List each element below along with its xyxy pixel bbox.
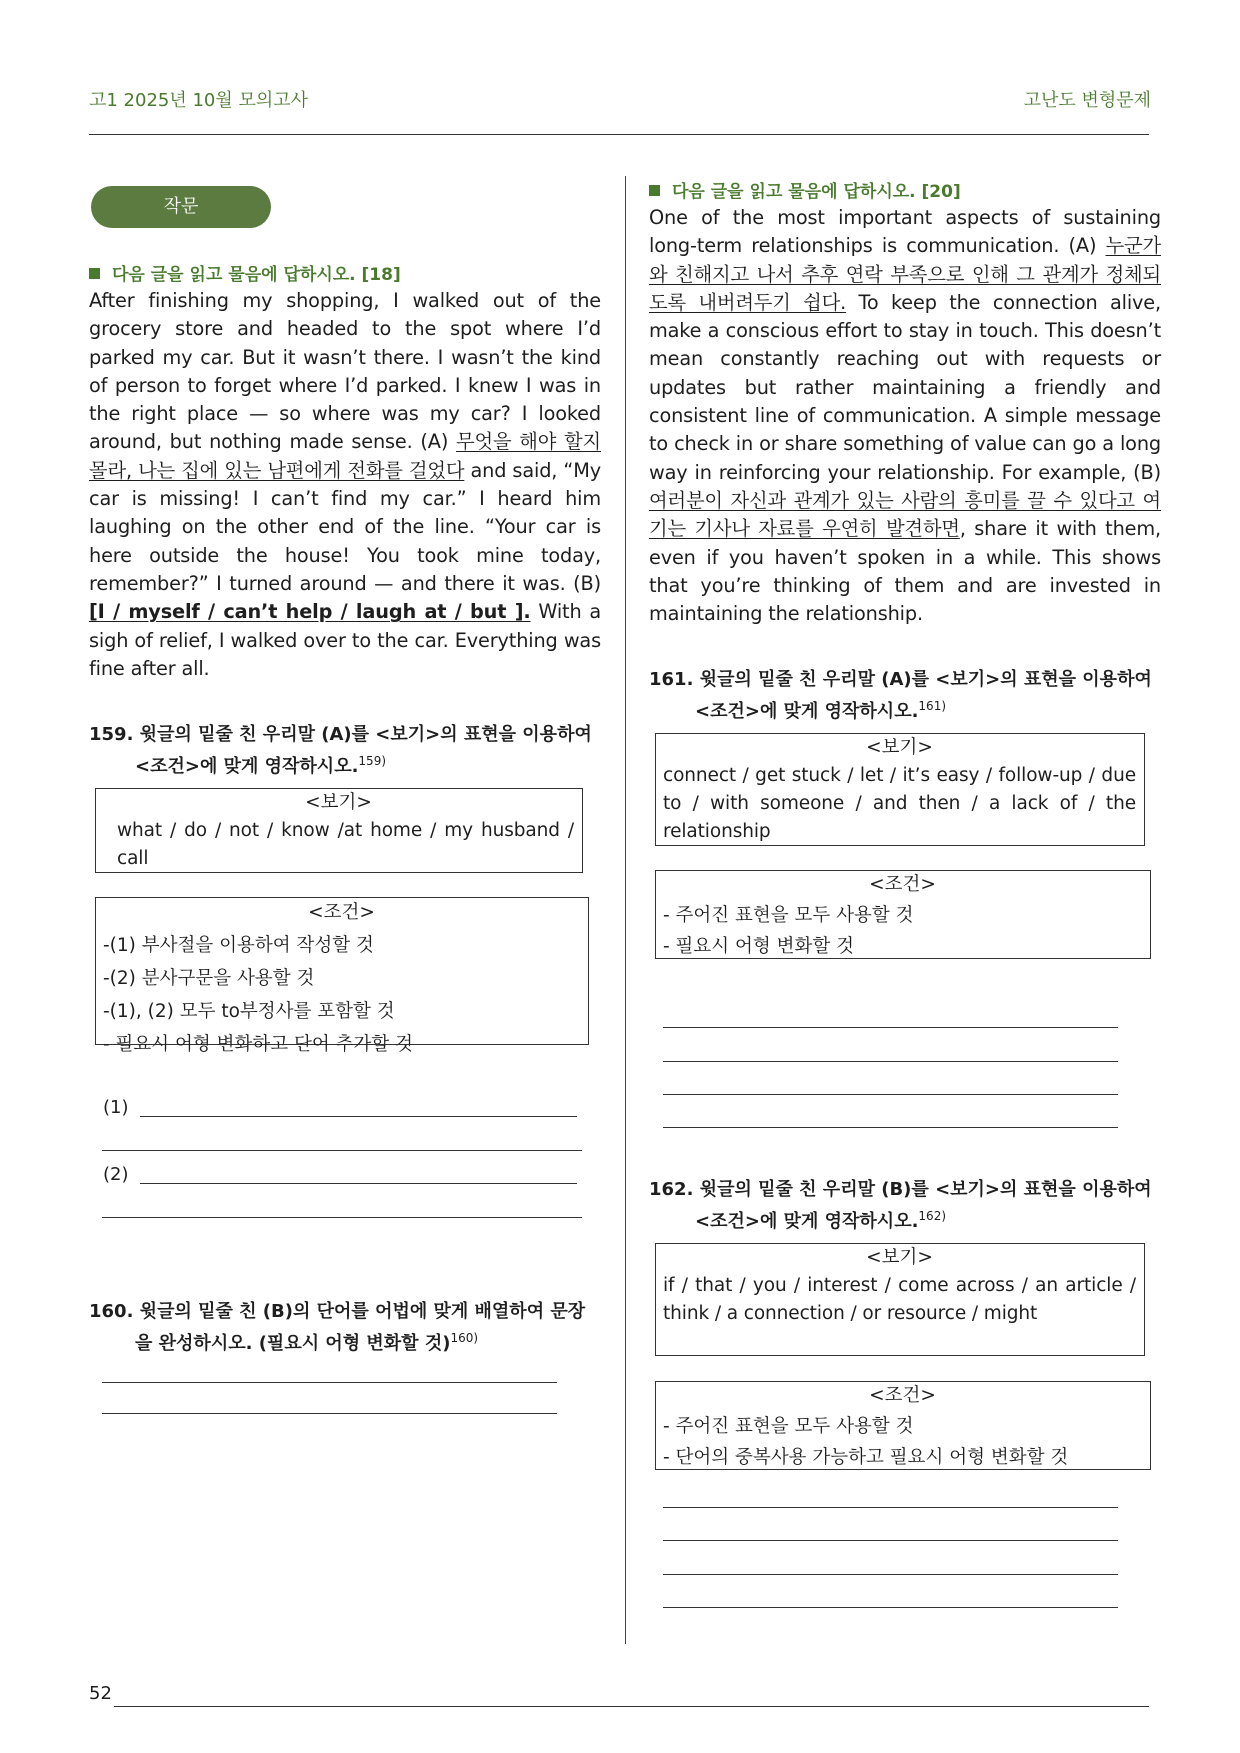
question-159-footnote: 159): [358, 754, 387, 768]
q159-answer-label-2: (2): [103, 1164, 129, 1185]
question-160-footnote: 160): [450, 1331, 479, 1345]
q159-condition-4: - 필요시 어형 변화하고 단어 추가할 것: [103, 1034, 414, 1055]
left-passage-part1: After finishing my shopping, I walked out of the grocery store and headed to the spot where I’d parked my car. But it wasn’t there. I wasn’t the kind of person to forget where I’d parked. I knew I was in the right place — so where was my car? I looked around, but nothing made sense. (A): [89, 289, 601, 454]
square-bullet-icon: [649, 185, 660, 196]
q159-bogi-title: <보기>: [305, 792, 372, 813]
q159-condition-1: -(1) 부사절을 이용하여 작성할 것: [103, 935, 374, 956]
question-160-line1: 160. 윗글의 밑줄 친 (B)의 단어를 어법에 맞게 배열하여 문장: [89, 1301, 586, 1322]
question-161-title: [649, 667, 1161, 725]
q161-bogi-box: [655, 733, 1145, 846]
right-passage: [649, 204, 1161, 628]
left-passage: [89, 287, 601, 683]
column-divider: [625, 176, 626, 1644]
q159-answer-line[interactable]: [102, 1150, 582, 1151]
question-161-line1: 161. 윗글의 밑줄 친 우리말 (A)를 <보기>의 표현을 이용하여: [649, 669, 1152, 690]
q162-answer-line[interactable]: [663, 1540, 1118, 1541]
right-passage-part1: One of the most important aspects of sustaining long-term relationships is communication. (A): [649, 206, 1161, 258]
q159-condition-title: <조건>: [308, 902, 375, 923]
q162-condition-2: - 단어의 중복사용 가능하고 필요시 어형 변화할 것: [663, 1447, 1069, 1468]
header-exam-title: 고1 2025년 10월 모의고사: [89, 90, 309, 111]
q159-answer-line[interactable]: [140, 1116, 577, 1117]
q162-condition-box: [655, 1381, 1151, 1470]
q159-answer-line[interactable]: [102, 1217, 582, 1218]
right-passage-part2: To keep the connection alive, make a conscious effort to stay in touch. This doesn’t mean constantly reaching out with requests or updates but rather maintaining a friendly and consistent line of communication. A simple message to check in or share something of value can go a long way in reinforcing your relationship. For example, (B): [649, 290, 1162, 484]
question-162-line2: <조건>에 맞게 영작하시오.: [695, 1211, 919, 1232]
q161-condition-box: [655, 870, 1151, 959]
right-passage-underlined-a: 누군가와 친해지고 나서 추후 연락 부족으로 인해 그 관계가 정체되도록 내버려두기 쉽다.: [649, 234, 1161, 314]
question-162-line1: 162. 윗글의 밑줄 친 우리말 (B)를 <보기>의 표현을 이용하여: [649, 1179, 1152, 1200]
q159-condition-3: -(1), (2) 모두 to부정사를 포함할 것: [103, 1001, 395, 1022]
question-161-footnote: 161): [918, 699, 947, 713]
q161-condition-1: - 주어진 표현을 모두 사용할 것: [663, 905, 914, 926]
question-161-line2: <조건>에 맞게 영작하시오.: [695, 701, 919, 722]
q159-answer-label-1: (1): [103, 1097, 129, 1118]
left-passage-part3: With a sigh of relief, I walked over to the car. Everything was fine after all.: [89, 600, 601, 680]
section-badge: 작문: [91, 186, 271, 228]
q161-condition-title: <조건>: [869, 874, 936, 895]
q162-bogi-box: [655, 1243, 1145, 1356]
q162-condition-title: <조건>: [869, 1385, 936, 1406]
q162-answer-line[interactable]: [663, 1607, 1118, 1608]
square-bullet-icon: [89, 268, 100, 279]
left-passage-underlined-a: 무엇을 해야 할지 몰라, 나는 집에 있는 남편에게 전화를 걸었다: [89, 430, 602, 482]
q161-condition-2: - 필요시 어형 변화할 것: [663, 936, 855, 957]
question-162-footnote: 162): [918, 1209, 947, 1223]
q159-condition-2: -(2) 분사구문을 사용할 것: [103, 968, 315, 989]
left-instruction-text: 다음 글을 읽고 물음에 답하시오. [18]: [112, 265, 401, 285]
q161-bogi-words: connect / get stuck / let / it’s easy / follow-up / due to / with someone / and then / a lack of / the relationship: [663, 765, 1136, 842]
right-instruction-text: 다음 글을 읽고 물음에 답하시오. [20]: [672, 182, 961, 202]
page-number: 52: [89, 1683, 112, 1704]
question-159-line2: <조건>에 맞게 영작하시오.: [135, 756, 359, 777]
question-162-title: [649, 1177, 1161, 1235]
q161-answer-line[interactable]: [663, 1127, 1118, 1128]
left-passage-part2: and said, “My car is missing! I can’t find my car.” I heard him laughing on the other end of the line. “Your car is here outside the house! You took mine today, remember?” I turned around — and there it was. (B): [89, 458, 601, 595]
header-section-title: 고난도 변형문제: [1023, 90, 1151, 111]
q161-answer-line[interactable]: [663, 1094, 1118, 1095]
q162-bogi-words: if / that / you / interest / come across / an article / think / a connection / or resource / might: [663, 1275, 1136, 1324]
q159-bogi-words: what / do / not / know /at home / my husband / call: [117, 820, 574, 869]
q160-answer-line[interactable]: [102, 1413, 557, 1414]
q159-answer-line[interactable]: [140, 1183, 577, 1184]
right-instruction: [649, 177, 961, 202]
left-passage-bracket-b: [I / myself / can’t help / laugh at / but ].: [89, 600, 531, 624]
q161-answer-line[interactable]: [663, 1027, 1118, 1028]
q162-answer-line[interactable]: [663, 1574, 1118, 1575]
question-159-title: [89, 722, 601, 780]
right-passage-part3: , share it with them, even if you haven’t spoken in a while. This shows that you’re thinking of them and are invested in maintaining the relationship.: [649, 517, 1161, 626]
q161-answer-line[interactable]: [663, 1061, 1118, 1062]
q162-answer-line[interactable]: [663, 1507, 1118, 1508]
question-159-line1: 159. 윗글의 밑줄 친 우리말 (A)를 <보기>의 표현을 이용하여: [89, 724, 592, 745]
question-160-title: [89, 1299, 601, 1357]
q161-bogi-title: <보기>: [866, 737, 933, 758]
q160-answer-line[interactable]: [102, 1382, 557, 1383]
q162-bogi-title: <보기>: [866, 1247, 933, 1268]
footer-rule: [114, 1706, 1149, 1707]
left-instruction: [89, 260, 401, 285]
q159-bogi-box: [95, 788, 583, 873]
right-passage-underlined-b: 여러분이 자신과 관계가 있는 사람의 흥미를 끌 수 있다고 여기는 기사나 자료를 우연히 발견하면: [649, 488, 1161, 541]
header-rule: [89, 134, 1149, 135]
q159-condition-box: [95, 897, 589, 1055]
question-160-line2: 을 완성하시오. (필요시 어형 변화할 것): [135, 1333, 451, 1354]
q162-condition-1: - 주어진 표현을 모두 사용할 것: [663, 1416, 914, 1437]
